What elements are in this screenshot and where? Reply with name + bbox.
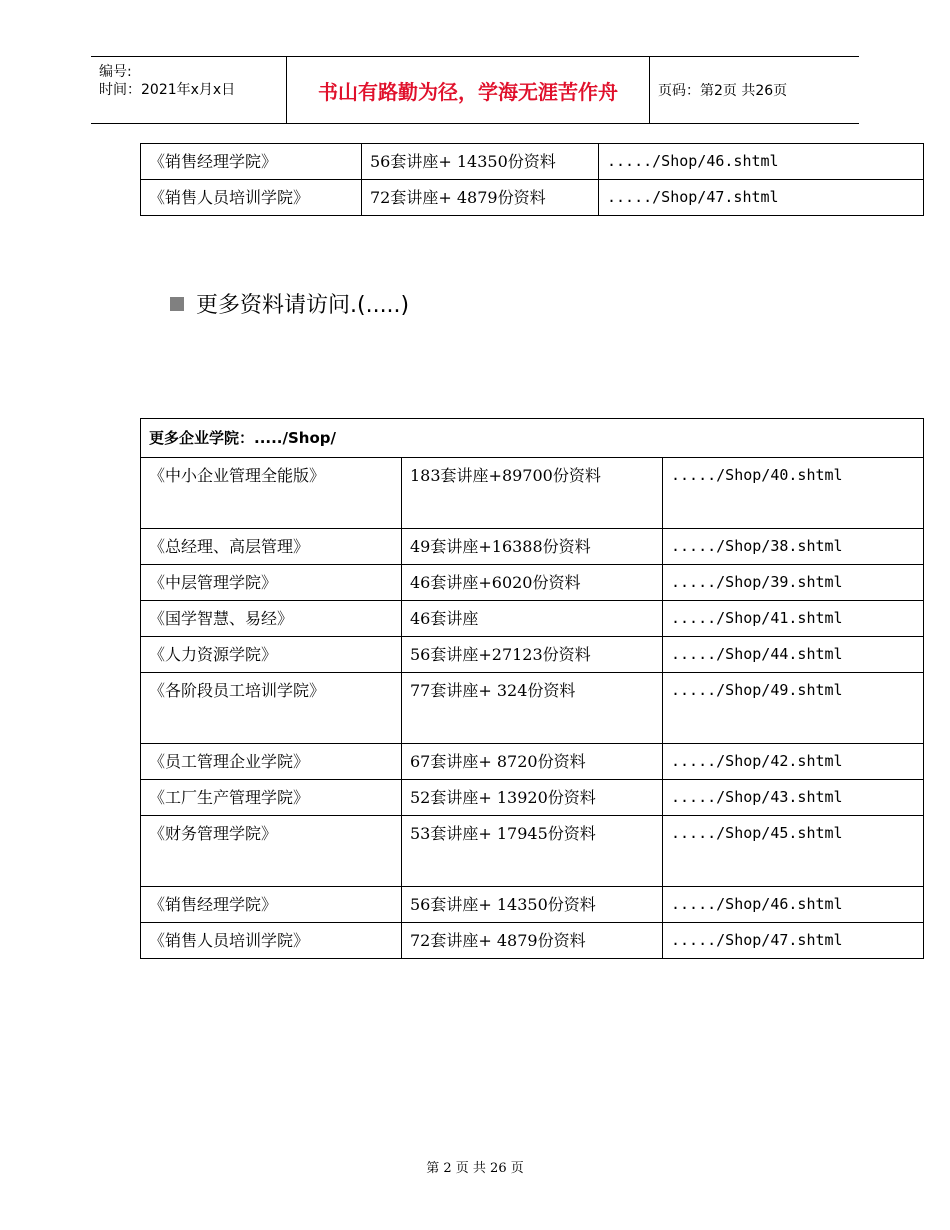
course-name: 《中小企业管理全能版》: [141, 458, 402, 529]
page-header: [91, 56, 859, 124]
course-content: 183套讲座+89700份资料: [402, 458, 663, 529]
table-header-row: [141, 419, 924, 458]
more-colleges-table: [140, 418, 924, 959]
table-row: [141, 601, 924, 637]
table-row: [141, 458, 924, 529]
page-footer: 第 2 页 共 26 页: [426, 1161, 524, 1176]
course-link[interactable]: ...../Shop/38.shtml: [663, 529, 924, 565]
header-motto: 书山有路勤为径，学海无涯苦作舟: [318, 79, 618, 104]
course-content: 56套讲座+ 14350份资料: [362, 144, 599, 180]
top-course-table: [140, 143, 924, 216]
table-row: [141, 887, 924, 923]
course-name: 《销售人员培训学院》: [141, 180, 362, 216]
course-name: 《销售人员培训学院》: [141, 923, 402, 959]
course-link[interactable]: ...../Shop/43.shtml: [663, 780, 924, 816]
course-content: 56套讲座+ 14350份资料: [402, 887, 663, 923]
table-row: [141, 180, 924, 216]
course-name: 《员工管理企业学院》: [141, 744, 402, 780]
table-row: [141, 529, 924, 565]
course-link[interactable]: ...../Shop/49.shtml: [663, 673, 924, 744]
more-info-bullet: [170, 288, 409, 319]
course-name: 《各阶段员工培训学院》: [141, 673, 402, 744]
table-row: [141, 923, 924, 959]
course-content: 49套讲座+16388份资料: [402, 529, 663, 565]
course-content: 67套讲座+ 8720份资料: [402, 744, 663, 780]
table-row: [141, 744, 924, 780]
table-row: [141, 780, 924, 816]
course-name: 《中层管理学院》: [141, 565, 402, 601]
course-content: 77套讲座+ 324份资料: [402, 673, 663, 744]
header-time-label: 时间：2021年x月x日: [99, 82, 236, 98]
course-name: 《财务管理学院》: [141, 816, 402, 887]
course-name: 《人力资源学院》: [141, 637, 402, 673]
header-meta: [91, 57, 286, 123]
course-content: 46套讲座: [402, 601, 663, 637]
course-content: 72套讲座+ 4879份资料: [362, 180, 599, 216]
course-link[interactable]: ...../Shop/45.shtml: [663, 816, 924, 887]
course-link[interactable]: ...../Shop/41.shtml: [663, 601, 924, 637]
course-link[interactable]: ...../Shop/40.shtml: [663, 458, 924, 529]
course-content: 72套讲座+ 4879份资料: [402, 923, 663, 959]
more-colleges-header[interactable]: 更多企业学院：...../Shop/: [141, 419, 924, 458]
course-content: 53套讲座+ 17945份资料: [402, 816, 663, 887]
course-name: 《销售经理学院》: [141, 887, 402, 923]
course-link[interactable]: ...../Shop/47.shtml: [599, 180, 924, 216]
course-link[interactable]: ...../Shop/46.shtml: [599, 144, 924, 180]
course-link[interactable]: ...../Shop/46.shtml: [663, 887, 924, 923]
table-row: [141, 673, 924, 744]
course-link[interactable]: ...../Shop/47.shtml: [663, 923, 924, 959]
course-name: 《工厂生产管理学院》: [141, 780, 402, 816]
more-info-text[interactable]: 更多资料请访问.(.....): [196, 293, 410, 318]
table-row: [141, 637, 924, 673]
header-page-info: 页码：第2页 共26页: [658, 83, 788, 99]
course-name: 《总经理、高层管理》: [141, 529, 402, 565]
header-number-label: 编号:: [99, 64, 132, 80]
table-row: [141, 565, 924, 601]
course-link[interactable]: ...../Shop/44.shtml: [663, 637, 924, 673]
course-content: 52套讲座+ 13920份资料: [402, 780, 663, 816]
table-row: [141, 144, 924, 180]
course-link[interactable]: ...../Shop/42.shtml: [663, 744, 924, 780]
table-row: [141, 816, 924, 887]
course-content: 46套讲座+6020份资料: [402, 565, 663, 601]
course-name: 《销售经理学院》: [141, 144, 362, 180]
course-name: 《国学智慧、易经》: [141, 601, 402, 637]
course-link[interactable]: ...../Shop/39.shtml: [663, 565, 924, 601]
course-content: 56套讲座+27123份资料: [402, 637, 663, 673]
square-bullet-icon: [170, 297, 184, 311]
